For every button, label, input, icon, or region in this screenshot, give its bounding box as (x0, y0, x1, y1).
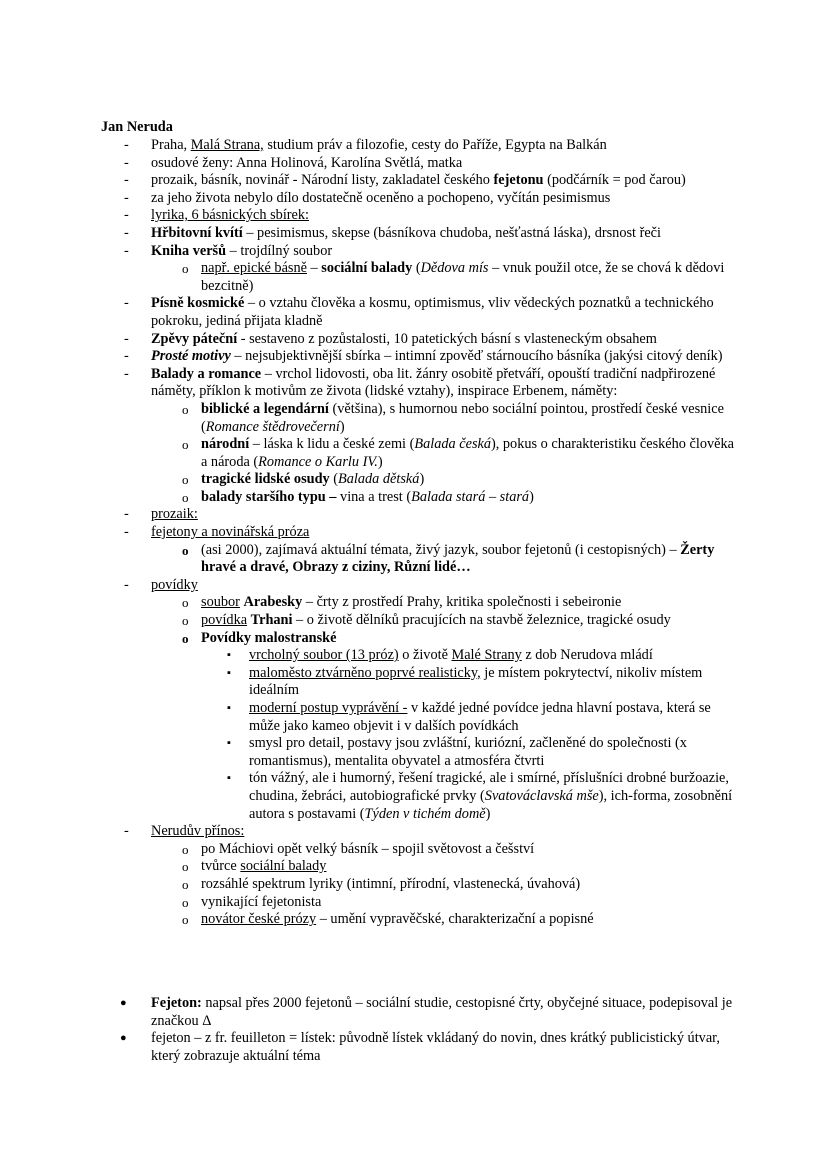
sublist-item: o Povídky malostranské ▪ vrcholný soubor (13 próz) o životě Malé Strany z dob Nerudova mládí ▪ maloměsto ztvárněno poprvé realisticky, je místem pokrytectví, nikoliv místem ideálním ▪ moderní postup vyprávění - v každé jedné povídce jedna hlavní postava, která se může jako kameo objevit i v dalších povídkách ▪ smysl pro detail, postavy jsou zvláštní, kuriózní, začleněné do společnosti (x romantismus), mentalita obyvatel a atmosféra čtvrti ▪ tón vážný, ale i humorný, řešení tragické, ale i smírné, příslušníci drobné buržoazie, chudina, žebráci, autobiografické prvky (Svatováclavská mše), ich-forma, zosobnění autora s postavami (Týden v tichém domě) (177, 630, 740, 824)
list-item: - za jeho života nebylo dílo dostatečně oceněno a pochopeno, vyčítán pesimismus (120, 190, 740, 208)
bullet-item: ● fejeton – z fr. feuilleton = lístek: původně lístek vkládaný do novin, dnes krátký publicistický útvar, který zobrazuje aktuální téma (120, 1030, 740, 1065)
list-item: - fejetony a novinářská próza o (asi 2000), zajímavá aktuální témata, živý jazyk, soubor fejetonů (i cestopisných) – Žerty hravé a dravé, Obrazy z ciziny, Různí lidé… (120, 524, 740, 577)
sublist-item: o soubor Arabesky – črty z prostředí Prahy, kritika společnosti i sebeironie (177, 594, 740, 612)
sublist (177, 260, 740, 295)
sublist-item: o balady staršího typu – vina a trest (Balada stará – stará) (177, 489, 740, 507)
document-title: Jan Neruda (101, 119, 173, 135)
sub-sublist-item: ▪ maloměsto ztvárněno poprvé realisticky, je místem pokrytectví, nikoliv místem ideálním (223, 665, 740, 700)
list-item: - Hřbitovní kvítí – pesimismus, skepse (básníkova chudoba, nešťastná láska), drsnost řeči (120, 225, 740, 243)
list-item: - Balady a romance – vrchol lidovosti, oba lit. žánry osobitě přetváří, opouští tradiční nadpřirozené náměty, příklon k motivům ze života (lidské vztahy), inspirace Erbenem, náměty: o biblické a legendární (většina), s humornou nebo sociální pointou, prostředí české vesnice (Romance štědrovečerní) o národní – láska k lidu a české zemi (Balada česká), pokus o charakteristiku českého člověka a národa (Romance o Karlu IV.) o tragické lidské osudy (Balada dětská) o balady staršího typu – vina a trest (Balada stará – stará) (120, 366, 740, 507)
sublist (177, 401, 740, 507)
bullet-list (120, 995, 740, 1065)
list-item: - Nerudův přínos: o po Máchiovi opět velký básník – spojil světovost a češství o tvůrce sociální balady o rozsáhlé spektrum lyriky (intimní, přírodní, vlastenecká, úvahová) o vynikající fejetonista o novátor české prózy – umění vypravěčské, charakterizační a popisné (120, 823, 740, 929)
sublist-item: o biblické a legendární (většina), s humornou nebo sociální pointou, prostředí české vesnice (Romance štědrovečerní) (177, 401, 740, 436)
list-item: - povídky o soubor Arabesky – črty z prostředí Prahy, kritika společnosti i sebeironie o povídka Trhani – o životě dělníků pracujících na stavbě železnice, tragické osudy o Povídky malostranské ▪ vrcholný soubor (13 próz) o životě Malé Strany z dob Nerudova mládí ▪ maloměsto ztvárněno poprvé realisticky, je místem pokrytectví, nikoliv místem ideálním ▪ moderní postup vyprávění - v každé jedné povídce jedna hlavní postava, která se může jako kameo objevit i v dalších povídkách ▪ smysl pro detail, postavy jsou zvláštní, kuriózní, začleněné do společnosti (x romantismus), mentalita obyvatel a atmosféra čtvrti ▪ tón vážný, ale i humorný, řešení tragické, ale i smírné, příslušníci drobné buržoazie, chudina, žebráci, autobiografické prvky (Svatováclavská mše), ich-forma, zosobnění autora s postavami (Týden v tichém domě) (120, 577, 740, 823)
list-item: - Prosté motivy – nejsubjektivnější sbírka – intimní zpověď stárnoucího básníka (jakýsi citový deník) (120, 348, 740, 366)
sublist-item: o povídka Trhani – o životě dělníků pracujících na stavbě železnice, tragické osudy (177, 612, 740, 630)
list-item: - lyrika, 6 básnických sbírek: (120, 207, 740, 225)
sublist-item: o národní – láska k lidu a české zemi (Balada česká), pokus o charakteristiku českého člověka a národa (Romance o Karlu IV.) (177, 436, 740, 471)
list-item: - Kniha veršů – trojdílný soubor o např. epické básně – sociální balady (Dědova mís – vnuk použil otce, že se chová k dědovi bezcitně) (120, 243, 740, 296)
sublist-item: o tragické lidské osudy (Balada dětská) (177, 471, 740, 489)
sub-sublist (223, 647, 740, 823)
sub-sublist-item: ▪ smysl pro detail, postavy jsou zvláštní, kuriózní, začleněné do společnosti (x romantismus), mentalita obyvatel a atmosféra čtvrti (223, 735, 740, 770)
sublist-item: o vynikající fejetonista (177, 894, 740, 912)
sublist-item: o novátor české prózy – umění vypravěčské, charakterizační a popisné (177, 911, 740, 929)
sublist (177, 542, 740, 577)
list-item: - Zpěvy páteční - sestaveno z pozůstalosti, 10 patetických básní s vlasteneckým obsahem (120, 331, 740, 349)
sub-sublist-item: ▪ tón vážný, ale i humorný, řešení tragické, ale i smírné, příslušníci drobné buržoazie, chudina, žebráci, autobiografické prvky (Svatováclavská mše), ich-forma, zosobnění autora s postavami (Týden v tichém domě) (223, 770, 740, 823)
list-item: - Praha, Malá Strana, studium práv a filozofie, cesty do Paříže, Egypta na Balkán (120, 137, 740, 155)
list-item: - prozaik, básník, novinář - Národní listy, zakladatel českého fejetonu (podčárník = pod čarou) (120, 172, 740, 190)
list-item: - osudové ženy: Anna Holinová, Karolína Světlá, matka (120, 155, 740, 173)
sublist (177, 841, 740, 929)
list-item: - Písně kosmické – o vztahu člověka a kosmu, optimismus, vliv vědeckých poznatků a technického pokroku, jediná přijata kladně (120, 295, 740, 330)
sublist-item: o tvůrce sociální balady (177, 858, 740, 876)
sublist (177, 594, 740, 823)
sublist-item: o rozsáhlé spektrum lyriky (intimní, přírodní, vlastenecká, úvahová) (177, 876, 740, 894)
sub-sublist-item: ▪ vrcholný soubor (13 próz) o životě Malé Strany z dob Nerudova mládí (223, 647, 740, 665)
sub-sublist-item: ▪ moderní postup vyprávění - v každé jedné povídce jedna hlavní postava, která se může jako kameo objevit i v dalších povídkách (223, 700, 740, 735)
list-item: - prozaik: (120, 506, 740, 524)
sublist-item: o např. epické básně – sociální balady (Dědova mís – vnuk použil otce, že se chová k dědovi bezcitně) (177, 260, 740, 295)
sublist-item: o (asi 2000), zajímavá aktuální témata, živý jazyk, soubor fejetonů (i cestopisných) – Žerty hravé a dravé, Obrazy z ciziny, Různí lidé… (177, 542, 740, 577)
main-list (120, 137, 740, 929)
bullet-item: ● Fejeton: napsal přes 2000 fejetonů – sociální studie, cestopisné črty, obyčejné situace, podepisoval je značkou Δ (120, 995, 740, 1030)
sublist-item: o po Máchiovi opět velký básník – spojil světovost a češství (177, 841, 740, 859)
